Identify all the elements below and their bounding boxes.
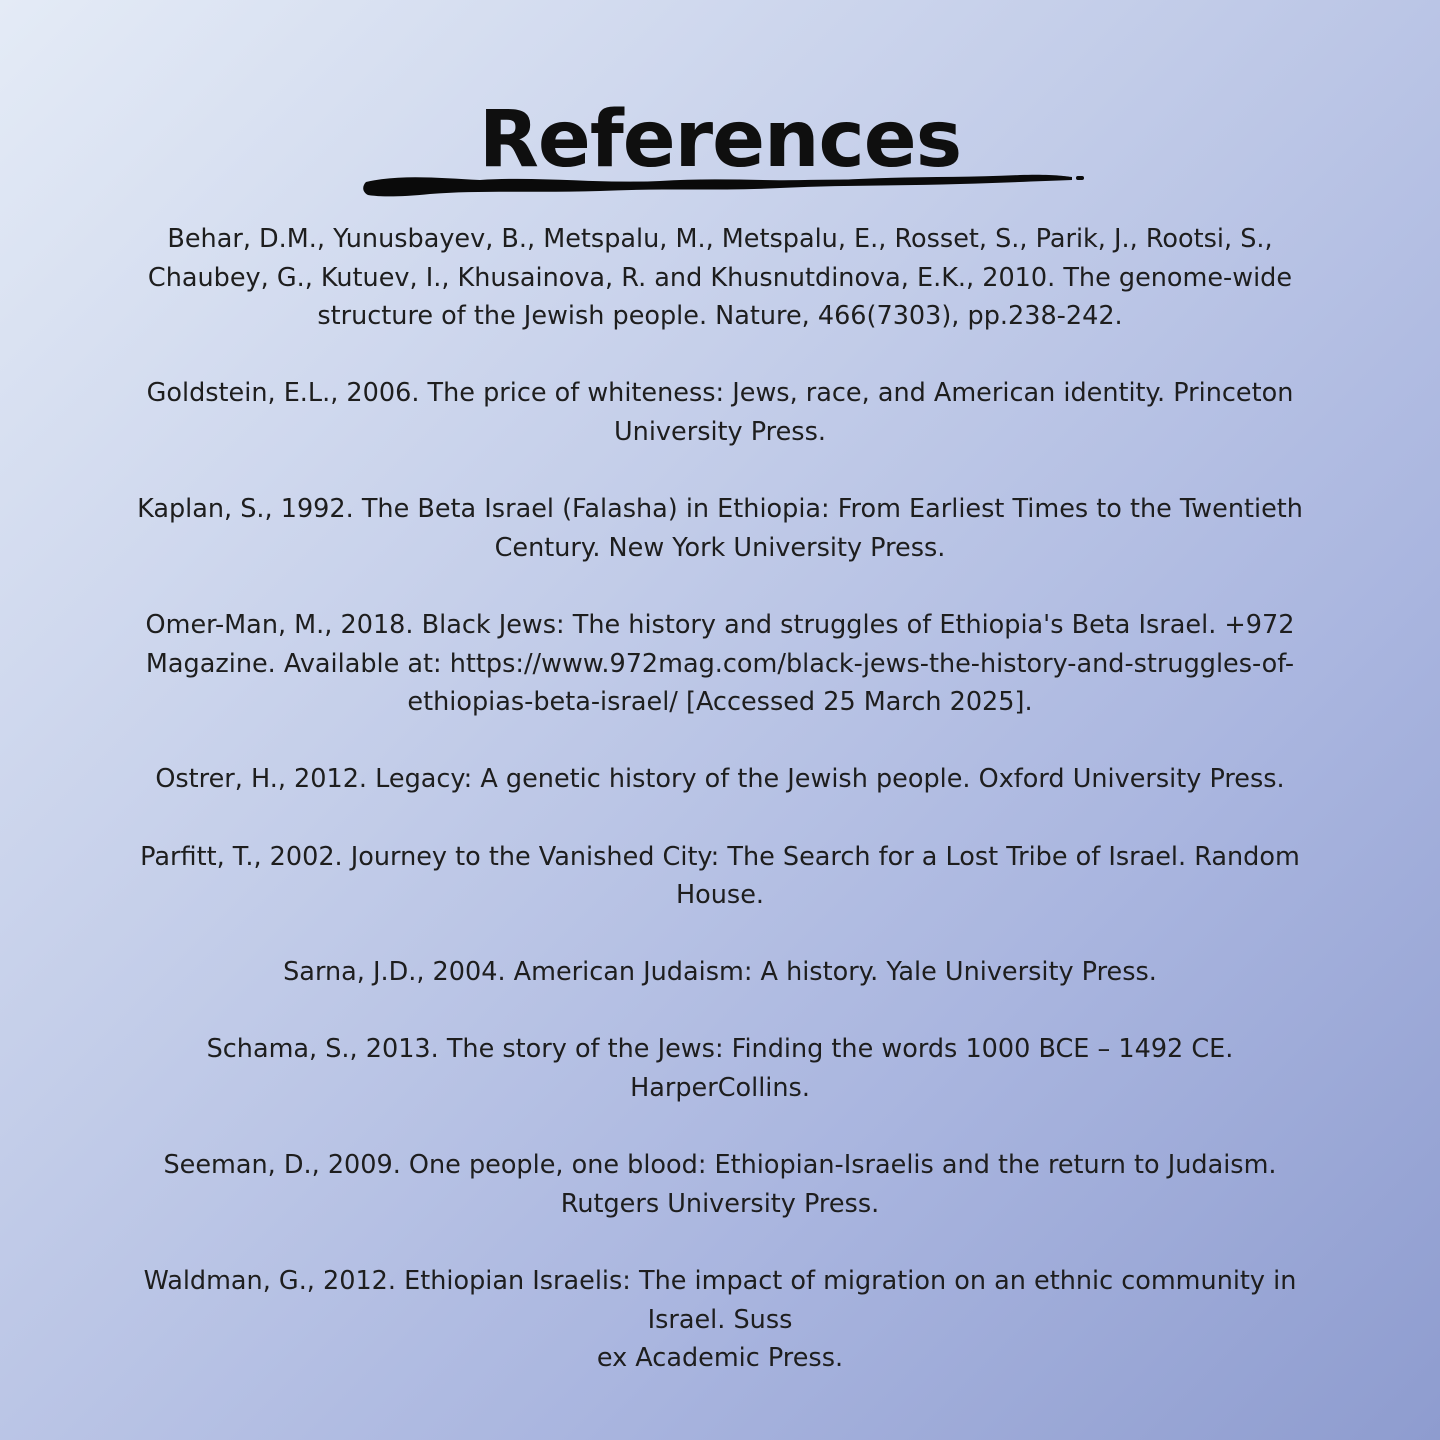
reference-list [90,220,1350,1416]
reference-entry-parfitt: Parfitt, T., 2002. Journey to the Vanished City: The Search for a Lost Tribe of Israel. Random House. [140,841,1300,911]
reference-entry-sarna: Sarna, J.D., 2004. American Judaism: A history. Yale University Press. [283,957,1157,988]
reference-entry-goldstein: Goldstein, E.L., 2006. The price of whiteness: Jews, race, and American identity. Princeton University Press. [146,378,1294,447]
reference-entry-waldman: Waldman, G., 2012. Ethiopian Israelis: The impact of migration on an ethnic community in Israel. Suss ex Academic Press. [143,1266,1297,1374]
page-title: References [478,95,962,185]
reference-entry-schama: Schama, S., 2013. The story of the Jews: Finding the words 1000 BCE – 1492 CE. HarperCollins. [206,1034,1234,1104]
reference-entry-omer-man: Omer-Man, M., 2018. Black Jews: The history and struggles of Ethiopia's Beta Israel. +972 Magazine. Available at: https://www.972mag.com/black-jews-the-history-and-struggles-of- ethiopias-beta-israel/ [Accessed 25 March 2025]. [145,609,1295,718]
title-block [0,92,1440,212]
reference-entry-kaplan: Kaplan, S., 1992. The Beta Israel (Falasha) in Ethiopia: From Earliest Times to the Twentieth Century. New York University Press. [137,494,1303,563]
reference-entry-ostrer: Ostrer, H., 2012. Legacy: A genetic history of the Jewish people. Oxford University Press. [155,764,1285,795]
reference-entry-seeman: Seeman, D., 2009. One people, one blood: Ethiopian-Israelis and the return to Judaism. Rutgers University Press. [163,1150,1277,1219]
reference-entry-behar: Behar, D.M., Yunusbayev, B., Metspalu, M., Metspalu, E., Rosset, S., Parik, J., Rootsi, S., Chaubey, G., Kutuev, I., Khusainova, R. and Khusnutdinova, E.K., 2010. The genome-wide structure of the Jewish people. Nature, 466(7303), pp.238-242. [147,224,1293,332]
